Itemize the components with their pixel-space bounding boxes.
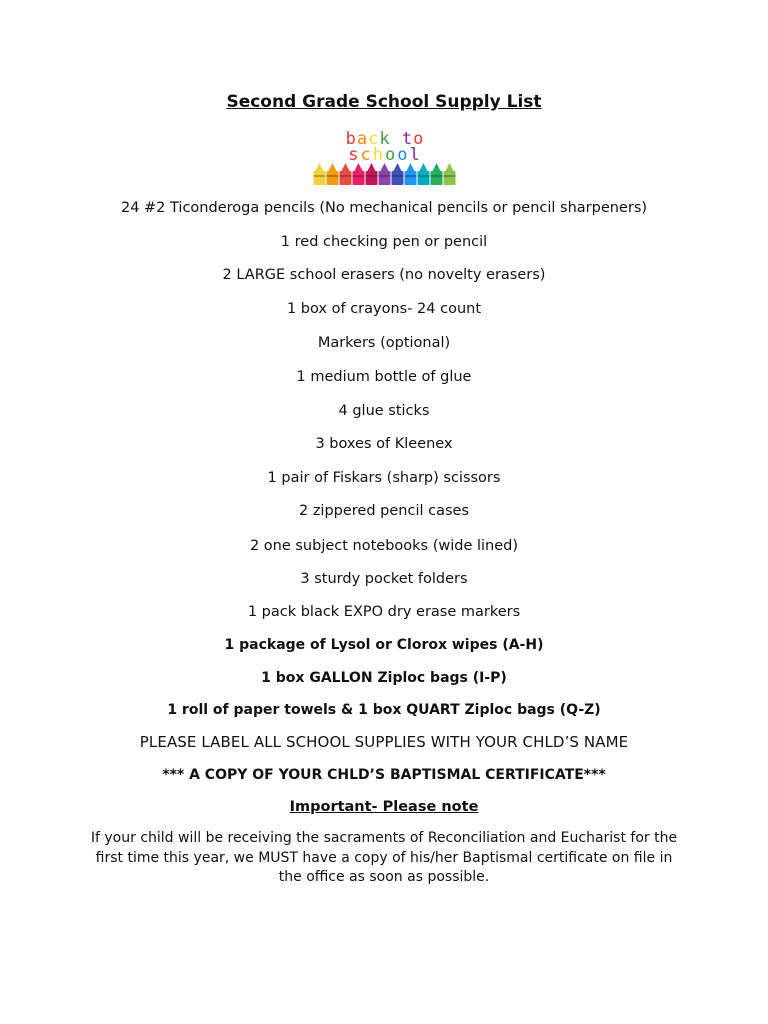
svg-text:back to: back to [345,129,425,149]
list-item: 2 one subject notebooks (wide lined) [249,538,519,554]
crayons-icon [312,127,458,187]
list-item: 1 box of crayons- 24 count [286,301,482,317]
page-title: Second Grade School Supply List [226,92,542,112]
list-item: 2 LARGE school erasers (no novelty erasers) [222,267,546,283]
list-item: 4 glue sticks [338,403,430,419]
list-item: 24 #2 Ticonderoga pencils (No mechanical pencils or pencil sharpeners) [120,200,648,216]
list-item-bold: 1 box GALLON Ziploc bags (I-P) [261,670,507,686]
back-to-school-logo [312,127,458,187]
list-item: 1 pack black EXPO dry erase markers [247,604,521,620]
list-item: Markers (optional) [317,335,451,351]
list-item: 1 red checking pen or pencil [280,234,488,250]
list-item-bold: 1 package of Lysol or Clorox wipes (A-H) [224,637,544,653]
important-paragraph: If your child will be receiving the sacraments of Reconciliation and Eucharist for the first time this year, we MUST have a copy of his/her Baptismal certificate on file in the office as soon as possible. [90,830,678,885]
certificate-notice: *** A COPY OF YOUR CHLD’S BAPTISMAL CERTIFICATE*** [162,767,606,783]
list-item: 1 medium bottle of glue [296,369,472,385]
list-item: 3 boxes of Kleenex [315,436,453,452]
list-item: 2 zippered pencil cases [298,503,470,519]
list-item: 1 pair of Fiskars (sharp) scissors [267,470,501,486]
list-item-bold: 1 roll of paper towels & 1 box QUART Ziploc bags (Q-Z) [167,702,601,718]
label-notice: PLEASE LABEL ALL SCHOOL SUPPLIES WITH YOUR CHLD’S NAME [139,733,629,751]
important-heading: Important- Please note [289,799,479,815]
list-item: 3 sturdy pocket folders [300,571,468,587]
svg-text:school: school [348,145,422,165]
